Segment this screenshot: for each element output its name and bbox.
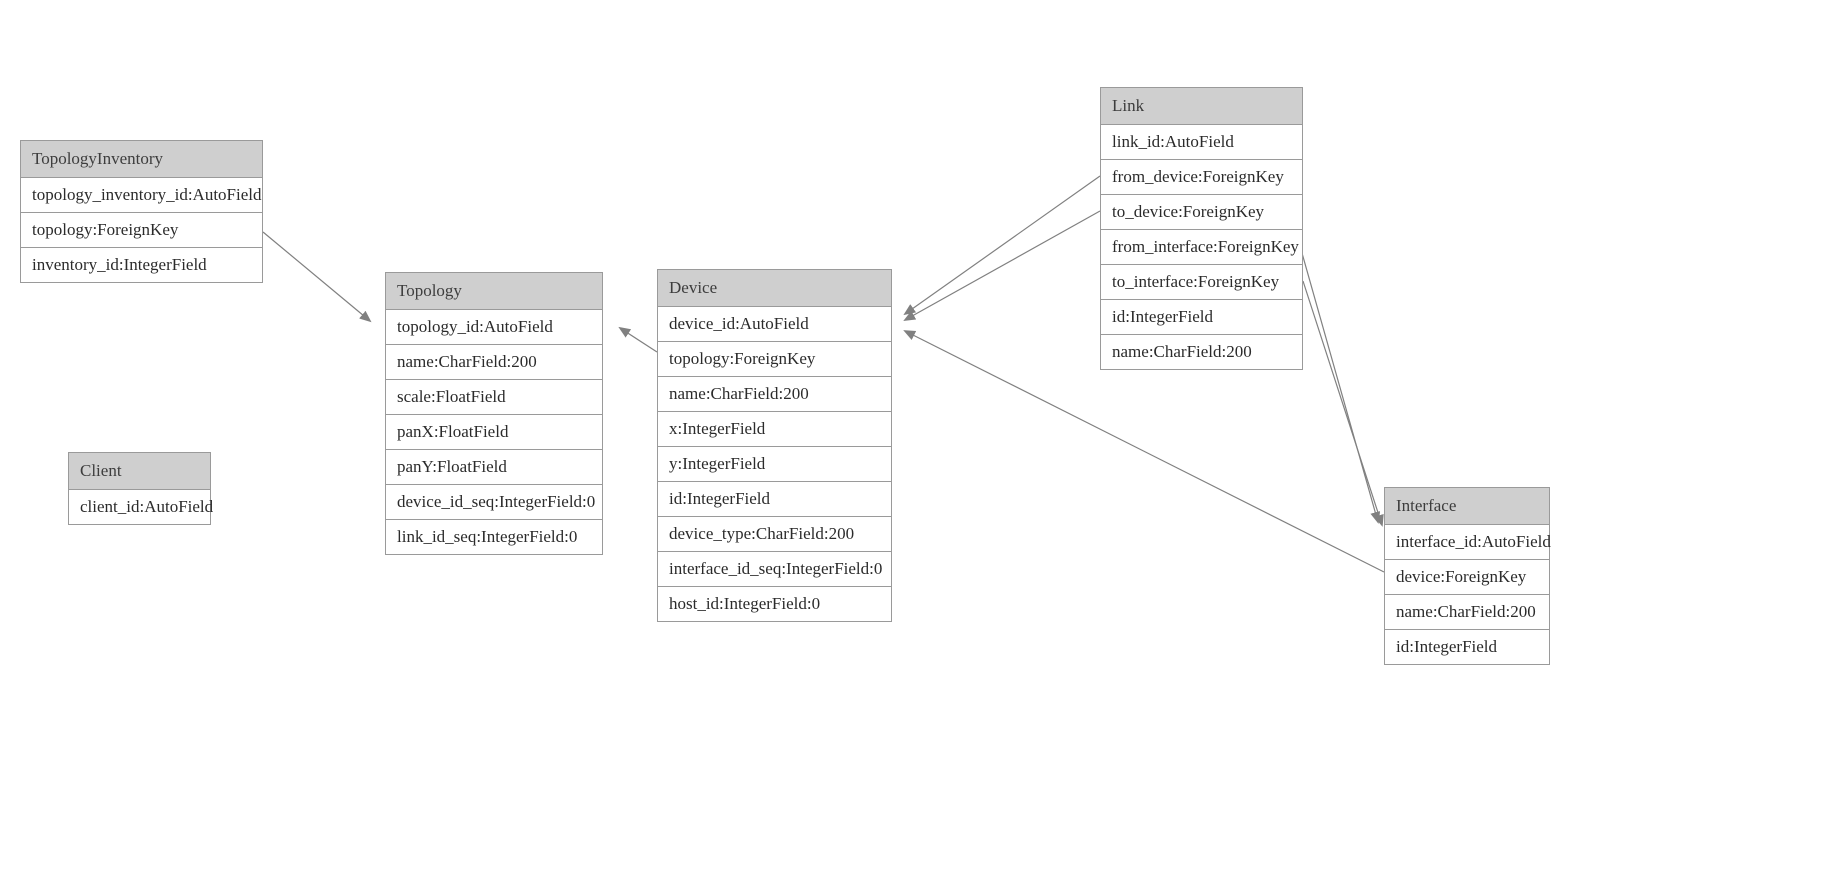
entity-field: panY:FloatField	[386, 450, 602, 485]
entity-field: id:IntegerField	[1385, 630, 1549, 664]
edge-link-device-from	[905, 176, 1100, 314]
entity-field: client_id:AutoField	[69, 490, 210, 524]
entity-title: Client	[69, 453, 210, 490]
entity-field: device:ForeignKey	[1385, 560, 1549, 595]
entity-field: x:IntegerField	[658, 412, 891, 447]
entity-field: panX:FloatField	[386, 415, 602, 450]
entity-field: to_interface:ForeignKey	[1101, 265, 1302, 300]
entity-field: from_device:ForeignKey	[1101, 160, 1302, 195]
edge-topologyinventory-topology	[263, 232, 370, 321]
entity-title: Topology	[386, 273, 602, 310]
entity-field: name:CharField:200	[1101, 335, 1302, 369]
entity-field: topology:ForeignKey	[658, 342, 891, 377]
entity-title: Interface	[1385, 488, 1549, 525]
entity-field: id:IntegerField	[1101, 300, 1302, 335]
entity-topologyinventory[interactable]	[20, 140, 263, 283]
entity-field: y:IntegerField	[658, 447, 891, 482]
edge-link-interface-from	[1300, 246, 1378, 522]
entity-field: to_device:ForeignKey	[1101, 195, 1302, 230]
entity-interface[interactable]	[1384, 487, 1550, 665]
entity-field: interface_id_seq:IntegerField:0	[658, 552, 891, 587]
entity-field: interface_id:AutoField	[1385, 525, 1549, 560]
entity-field: inventory_id:IntegerField	[21, 248, 262, 282]
entity-title: Device	[658, 270, 891, 307]
entity-field: topology_id:AutoField	[386, 310, 602, 345]
entity-field: device_id:AutoField	[658, 307, 891, 342]
entity-field: id:IntegerField	[658, 482, 891, 517]
entity-field: topology:ForeignKey	[21, 213, 262, 248]
entity-field: device_type:CharField:200	[658, 517, 891, 552]
entity-field: name:CharField:200	[658, 377, 891, 412]
entity-link[interactable]	[1100, 87, 1303, 370]
entity-title: TopologyInventory	[21, 141, 262, 178]
entity-field: topology_inventory_id:AutoField	[21, 178, 262, 213]
entity-field: device_id_seq:IntegerField:0	[386, 485, 602, 520]
entity-field: from_interface:ForeignKey	[1101, 230, 1302, 265]
entity-field: host_id:IntegerField:0	[658, 587, 891, 621]
entity-topology[interactable]	[385, 272, 603, 555]
entity-device[interactable]	[657, 269, 892, 622]
entity-title: Link	[1101, 88, 1302, 125]
entity-field: scale:FloatField	[386, 380, 602, 415]
entity-client[interactable]	[68, 452, 214, 525]
edge-device-topology	[620, 328, 657, 352]
entity-field: name:CharField:200	[386, 345, 602, 380]
edge-link-interface-to	[1303, 281, 1382, 525]
entity-field: link_id:AutoField	[1101, 125, 1302, 160]
entity-field: name:CharField:200	[1385, 595, 1549, 630]
entity-field: link_id_seq:IntegerField:0	[386, 520, 602, 554]
edge-link-device-to	[905, 211, 1100, 320]
